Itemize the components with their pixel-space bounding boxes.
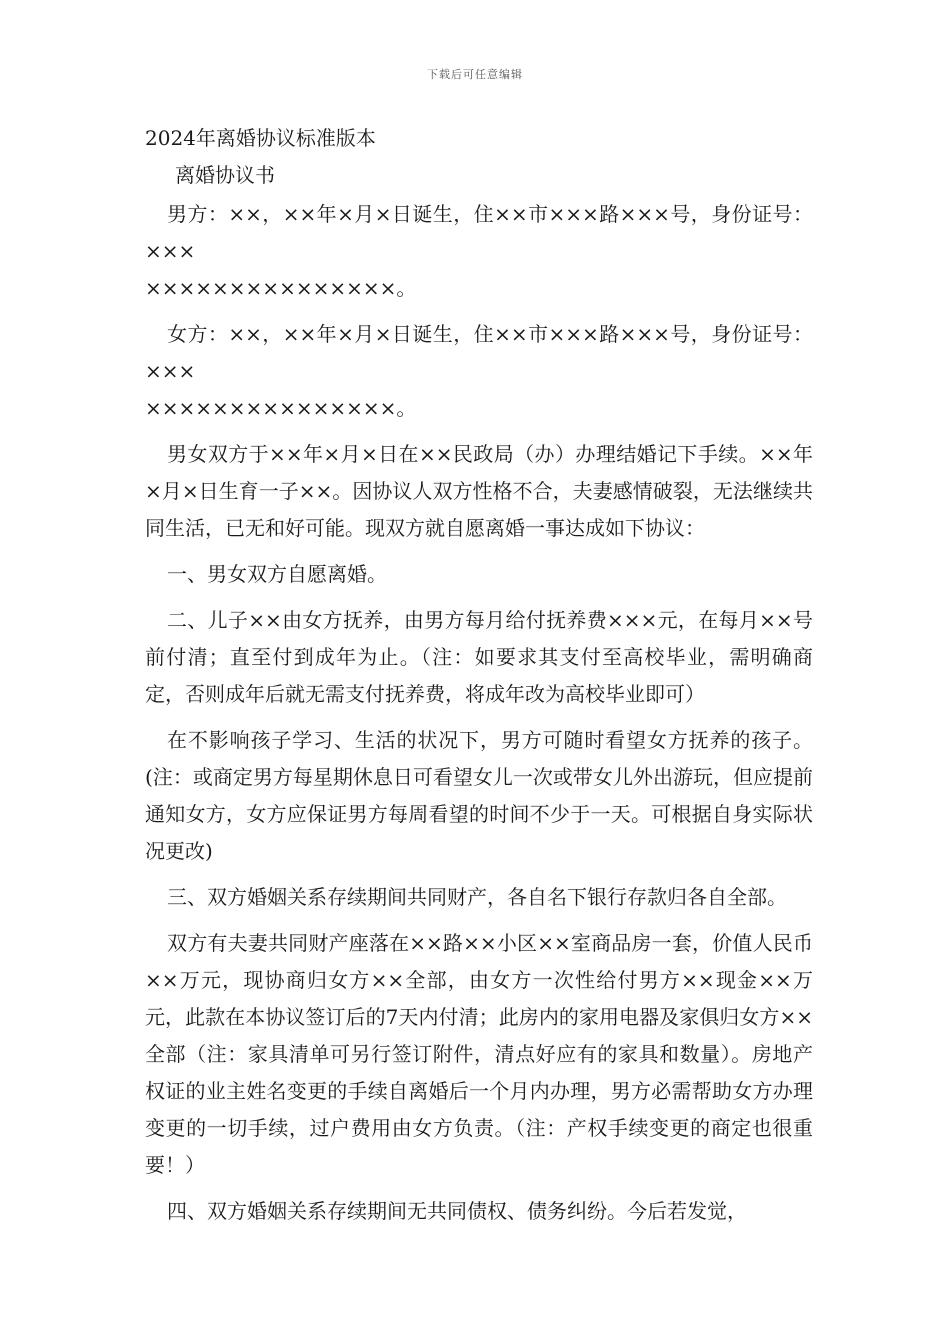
wife-info-paragraph — [145, 316, 813, 427]
document-subtitle: 离婚协议书 — [175, 163, 275, 187]
paragraph-marriage-background: 男女双方于××年×月×日在××民政局（办）办理结婚记下手续。××年×月×日生育一子××。因协议人双方性格不合，夫妻感情破裂，无法继续共同生活，已无和好可能。现双方就自愿离婚一事达成如下协议： — [145, 442, 813, 540]
husband-info-line-2: ×××××××××××××××。 — [145, 276, 417, 300]
wife-info-line-2: ×××××××××××××××。 — [145, 396, 417, 420]
paragraph-clause-2: 二、儿子××由女方抚养，由男方每月给付抚养费×××元，在每月××号前付清；直至付到成年为止。（注：如要求其支付至高校毕业，需明确商定，否则成年后就无需支付抚养费，将成年改为高校毕业即可） — [145, 608, 813, 706]
paragraph-visitation: 在不影响孩子学习、生活的状况下，男方可随时看望女方抚养的孩子。(注：或商定男方每星期休息日可看望女儿一次或带女儿外出游玩，但应提前通知女方，女方应保证男方每周看望的时间不少于一天。可根据自身实际状况更改) — [145, 728, 813, 863]
page-header: 下载后可任意编辑 — [427, 68, 523, 81]
paragraph-property: 双方有夫妻共同财产座落在××路××小区××室商品房一套，价值人民币××万元，现协商归女方××全部，由女方一次性给付男方××现金××万元，此款在本协议签订后的7天内付清；此房内的家用电器及家俱归女方××全部（注：家具清单可另行签订附件，清点好应有的家具和数量）。房地产权证的业主姓名变更的手续自离婚后一个月内办理，男方必需帮助女方办理变更的一切手续，过户费用由女方负责。（注：产权手续变更的商定也很重要！） — [145, 931, 813, 1177]
paragraph-clause-4: 四、双方婚姻关系存续期间无共同债权、债务纠纷。今后若发觉， — [167, 1199, 747, 1223]
husband-info-paragraph — [145, 196, 813, 307]
document-title: 2024年离婚协议标准版本 — [145, 126, 376, 150]
paragraph-clause-1: 一、男女双方自愿离婚。 — [167, 562, 387, 586]
document-body — [145, 120, 813, 1239]
wife-info-line-1: 女方：××，××年×月×日诞生，住××市×××路×××号，身份证号：××× — [145, 322, 813, 383]
paragraph-clause-3: 三、双方婚姻关系存续期间共同财产，各自名下银行存款归各自全部。 — [167, 885, 787, 909]
husband-info-line-1: 男方：××，××年×月×日诞生，住××市×××路×××号，身份证号：××× — [145, 202, 813, 263]
